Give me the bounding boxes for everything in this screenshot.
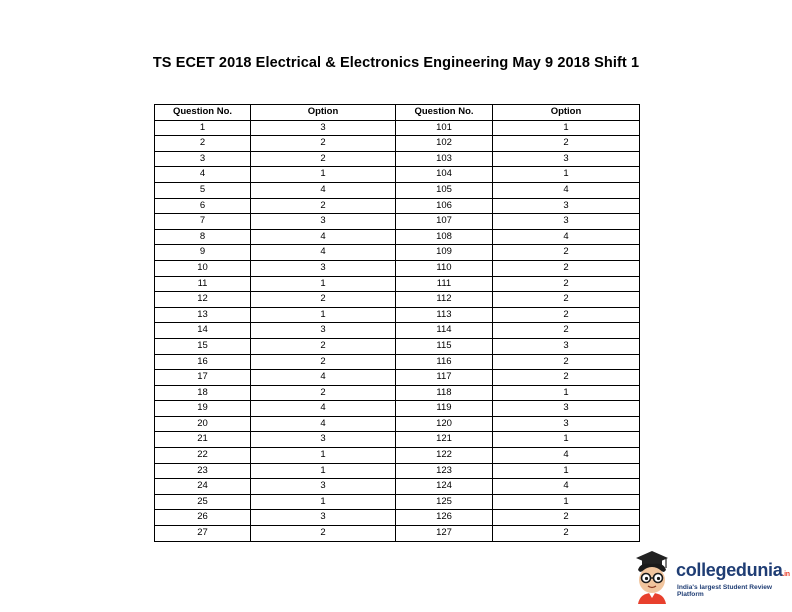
question-no-cell: 4 (155, 167, 251, 183)
option-cell: 3 (493, 198, 640, 214)
option-cell: 1 (251, 167, 396, 183)
option-cell: 3 (251, 479, 396, 495)
brand-name: collegedunia.in (676, 560, 790, 580)
question-no-cell: 15 (155, 338, 251, 354)
question-no-cell: 109 (396, 245, 493, 261)
table-row (155, 214, 640, 230)
option-cell: 3 (493, 214, 640, 230)
option-cell: 1 (251, 307, 396, 323)
option-cell: 2 (251, 292, 396, 308)
question-no-cell: 3 (155, 151, 251, 167)
table-row (155, 494, 640, 510)
option-cell: 2 (251, 354, 396, 370)
question-no-cell: 107 (396, 214, 493, 230)
table-row (155, 479, 640, 495)
question-no-cell: 12 (155, 292, 251, 308)
question-no-cell: 126 (396, 510, 493, 526)
question-no-cell: 2 (155, 136, 251, 152)
option-cell: 3 (251, 260, 396, 276)
table-row (155, 338, 640, 354)
header-option-2: Option (493, 105, 640, 121)
question-no-cell: 27 (155, 526, 251, 542)
table-row (155, 229, 640, 245)
question-no-cell: 14 (155, 323, 251, 339)
option-cell: 4 (251, 182, 396, 198)
question-no-cell: 117 (396, 370, 493, 386)
option-cell: 2 (493, 292, 640, 308)
question-no-cell: 8 (155, 229, 251, 245)
option-cell: 4 (251, 370, 396, 386)
question-no-cell: 25 (155, 494, 251, 510)
table-row (155, 432, 640, 448)
option-cell: 4 (251, 229, 396, 245)
option-cell: 1 (493, 167, 640, 183)
header-option-1: Option (251, 105, 396, 121)
question-no-cell: 9 (155, 245, 251, 261)
collegedunia-logo (630, 548, 790, 606)
option-cell: 2 (493, 136, 640, 152)
question-no-cell: 103 (396, 151, 493, 167)
option-cell: 1 (251, 494, 396, 510)
page-title: TS ECET 2018 Electrical & Electronics Engineering May 9 2018 Shift 1 (152, 55, 640, 71)
option-cell: 1 (251, 463, 396, 479)
option-cell: 2 (251, 136, 396, 152)
question-no-cell: 24 (155, 479, 251, 495)
option-cell: 2 (251, 338, 396, 354)
question-no-cell: 20 (155, 416, 251, 432)
question-no-cell: 102 (396, 136, 493, 152)
question-no-cell: 122 (396, 448, 493, 464)
option-cell: 2 (493, 370, 640, 386)
option-cell: 4 (493, 479, 640, 495)
option-cell: 4 (493, 229, 640, 245)
table-row (155, 182, 640, 198)
question-no-cell: 18 (155, 385, 251, 401)
table-row (155, 292, 640, 308)
question-no-cell: 19 (155, 401, 251, 417)
table-row (155, 198, 640, 214)
option-cell: 3 (251, 323, 396, 339)
table-row (155, 401, 640, 417)
question-no-cell: 116 (396, 354, 493, 370)
option-cell: 4 (493, 448, 640, 464)
brand-tagline: India's largest Student Review Platform (677, 584, 773, 598)
table-row (155, 370, 640, 386)
question-no-cell: 121 (396, 432, 493, 448)
question-no-cell: 17 (155, 370, 251, 386)
option-cell: 3 (493, 416, 640, 432)
option-cell: 2 (493, 260, 640, 276)
table-row (155, 510, 640, 526)
option-cell: 3 (493, 401, 640, 417)
question-no-cell: 10 (155, 260, 251, 276)
option-cell: 3 (251, 432, 396, 448)
question-no-cell: 23 (155, 463, 251, 479)
option-cell: 2 (493, 307, 640, 323)
question-no-cell: 6 (155, 198, 251, 214)
table-header-row (155, 105, 640, 121)
option-cell: 3 (251, 120, 396, 136)
table-row (155, 120, 640, 136)
table-row (155, 323, 640, 339)
question-no-cell: 11 (155, 276, 251, 292)
question-no-cell: 119 (396, 401, 493, 417)
option-cell: 3 (251, 510, 396, 526)
option-cell: 2 (251, 151, 396, 167)
mascot-icon (630, 548, 674, 604)
table-row (155, 151, 640, 167)
question-no-cell: 108 (396, 229, 493, 245)
question-no-cell: 118 (396, 385, 493, 401)
header-question-no-2: Question No. (396, 105, 493, 121)
table-row (155, 463, 640, 479)
question-no-cell: 104 (396, 167, 493, 183)
question-no-cell: 125 (396, 494, 493, 510)
table-row (155, 416, 640, 432)
option-cell: 1 (493, 463, 640, 479)
option-cell: 2 (251, 526, 396, 542)
question-no-cell: 13 (155, 307, 251, 323)
table-row (155, 260, 640, 276)
option-cell: 2 (493, 245, 640, 261)
question-no-cell: 114 (396, 323, 493, 339)
header-question-no-1: Question No. (155, 105, 251, 121)
table-row (155, 276, 640, 292)
question-no-cell: 5 (155, 182, 251, 198)
option-cell: 4 (251, 401, 396, 417)
table-row (155, 448, 640, 464)
option-cell: 4 (251, 245, 396, 261)
option-cell: 2 (493, 276, 640, 292)
question-no-cell: 111 (396, 276, 493, 292)
option-cell: 4 (251, 416, 396, 432)
question-no-cell: 127 (396, 526, 493, 542)
table-row (155, 354, 640, 370)
question-no-cell: 16 (155, 354, 251, 370)
question-no-cell: 101 (396, 120, 493, 136)
question-no-cell: 112 (396, 292, 493, 308)
option-cell: 1 (251, 276, 396, 292)
table-row (155, 526, 640, 542)
option-cell: 1 (493, 494, 640, 510)
question-no-cell: 115 (396, 338, 493, 354)
question-no-cell: 7 (155, 214, 251, 230)
question-no-cell: 124 (396, 479, 493, 495)
table-row (155, 167, 640, 183)
question-no-cell: 1 (155, 120, 251, 136)
option-cell: 1 (251, 448, 396, 464)
option-cell: 2 (493, 354, 640, 370)
question-no-cell: 21 (155, 432, 251, 448)
option-cell: 4 (493, 182, 640, 198)
question-no-cell: 26 (155, 510, 251, 526)
question-no-cell: 105 (396, 182, 493, 198)
question-no-cell: 123 (396, 463, 493, 479)
option-cell: 2 (493, 526, 640, 542)
option-cell: 3 (493, 338, 640, 354)
option-cell: 3 (251, 214, 396, 230)
option-cell: 2 (493, 510, 640, 526)
table-row (155, 245, 640, 261)
answer-key-table (154, 104, 640, 542)
table-row (155, 385, 640, 401)
question-no-cell: 22 (155, 448, 251, 464)
question-no-cell: 120 (396, 416, 493, 432)
option-cell: 3 (493, 151, 640, 167)
option-cell: 1 (493, 385, 640, 401)
option-cell: 2 (251, 385, 396, 401)
question-no-cell: 110 (396, 260, 493, 276)
question-no-cell: 113 (396, 307, 493, 323)
question-no-cell: 106 (396, 198, 493, 214)
option-cell: 1 (493, 432, 640, 448)
table-row (155, 307, 640, 323)
table-row (155, 136, 640, 152)
option-cell: 2 (493, 323, 640, 339)
option-cell: 2 (251, 198, 396, 214)
option-cell: 1 (493, 120, 640, 136)
